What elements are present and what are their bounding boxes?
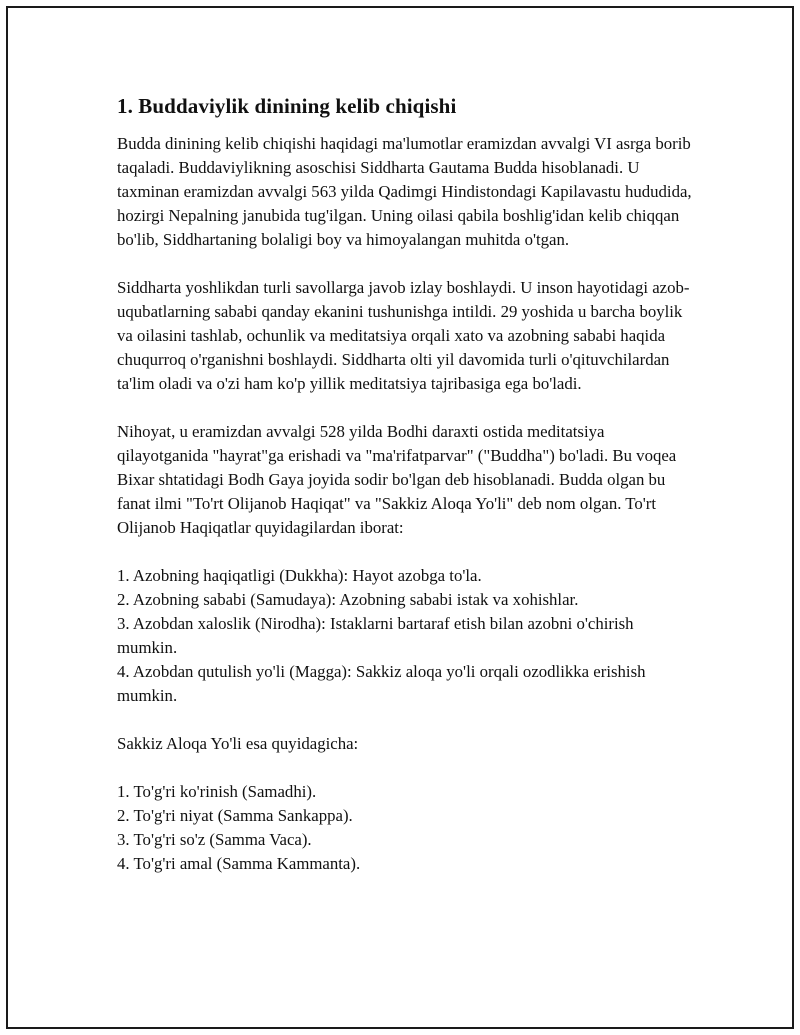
eightfold-path-list [117, 780, 697, 876]
paragraph-origin: Budda dinining kelib chiqishi haqidagi ma'lumotlar eramizdan avvalgi VI asrga borib taqaladi. Buddaviylikning asoschisi Siddharta Gautama Budda hisoblanadi. U taxminan eramizdan avvalgi 563 yilda Qadimgi Hindistondagi Kapilavastu hududida, hozirgi Nepalning janubida tug'ilgan. Uning oilasi qabila boshlig'idan kelib chiqqan bo'lib, Siddhartaning bolaligi boy va himoyalangan muhitda o'tgan. [117, 134, 692, 249]
list-item: 3. Azobdan xaloslik (Nirodha): Istaklarni bartaraf etish bilan azobni o'chirish mumkin. [117, 614, 634, 657]
section-heading: 1. Buddaviylik dinining kelib chiqishi [117, 94, 457, 118]
list-item: 1. Azobning haqiqatligi (Dukkha): Hayot azobga to'la. [117, 566, 482, 585]
list-item: 2. Azobning sababi (Samudaya): Azobning sababi istak va xohishlar. [117, 590, 579, 609]
noble-truths-list [117, 564, 697, 708]
list-item: 4. To'g'ri amal (Samma Kammanta). [117, 854, 361, 873]
paragraph-enlightenment: Nihoyat, u eramizdan avvalgi 528 yilda Bodhi daraxti ostida meditatsiya qilayotganida "hayrat"ga erishadi va "ma'rifatparvar" ("Buddha") bo'ladi. Bu voqea Bixar shtatidagi Bodh Gaya joyida sodir bo'lgan deb hisoblanadi. Budda olgan bu fanat ilmi "To'rt Olijanob Haqiqat" va "Sakkiz Aloqa Yo'li" deb nom olgan. To'rt Olijanob Haqiqatlar quyidagilardan iborat: [117, 422, 677, 537]
document-body [117, 92, 697, 900]
list-item: 3. To'g'ri so'z (Samma Vaca). [117, 830, 312, 849]
list-item: 4. Azobdan qutulish yo'li (Magga): Sakkiz aloqa yo'li orqali ozodlikka erishish mumkin. [117, 662, 646, 705]
list-item: 1. To'g'ri ko'rinish (Samadhi). [117, 782, 317, 801]
path-intro: Sakkiz Aloqa Yo'li esa quyidagicha: [117, 734, 359, 753]
paragraph-youth: Siddharta yoshlikdan turli savollarga javob izlay boshlaydi. U inson hayotidagi azob-uqubatlarning sababi qanday ekanini tushunishga intildi. 29 yoshida u barcha boylik va oilasini tashlab, ochunlik va meditatsiya orqali xato va azobning sababi haqida chuqurroq o'rganishni boshlaydi. Siddharta olti yil davomida turli o'qituvchilardan ta'lim oladi va o'zi ham ko'p yillik meditatsiya tajribasiga ega bo'ladi. [117, 278, 690, 393]
list-item: 2. To'g'ri niyat (Samma Sankappa). [117, 806, 353, 825]
